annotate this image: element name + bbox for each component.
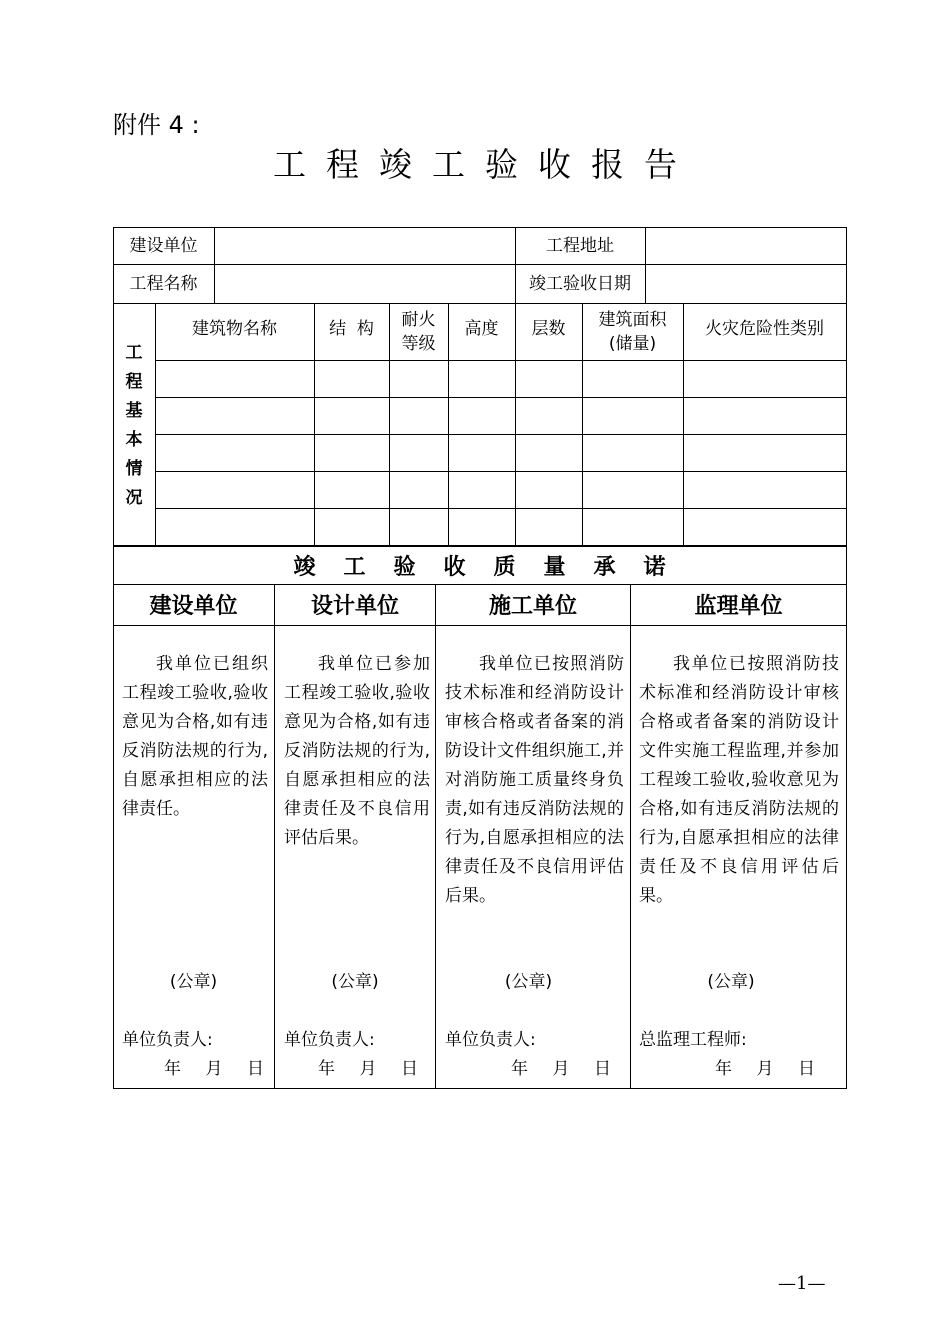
side-char: 况 — [125, 488, 143, 508]
commitment-text-construction: 我单位已组织工程竣工验收,验收意见为合格,如有违反消防法规的行为,自愿承担相应的法律责任。 — [122, 654, 268, 819]
date-month: 月 — [359, 1059, 377, 1079]
date-month: 月 — [552, 1059, 570, 1079]
col-building-area — [582, 303, 683, 360]
commitment-text-supervision: 我单位已按照消防技术标准和经消防设计审核合格或者备案的消防设计文件实施工程监理,并参加工程竣工验收,验收意见为合格,如有违反消防法规的行为,自愿承担相应的法律责任及不良信用评估后果。 — [639, 654, 839, 906]
date-supervision — [715, 1055, 815, 1083]
basic-info-side-label — [113, 306, 155, 546]
acceptance-date-field[interactable] — [646, 264, 846, 303]
commitment-text-builder: 我单位已按照消防技术标准和经消防设计审核合格或者备案的消防设计文件组织施工,并对消防施工质量终身负责,如有违反消防法规的行为,自愿承担相应的法律责任及不良信用评估后果。 — [445, 654, 624, 906]
col-building-name: 建筑物名称 — [192, 319, 277, 339]
official-seal-builder: (公章) — [504, 972, 553, 992]
date-year: 年 — [318, 1059, 335, 1079]
commitment-title: 竣工验收质量承诺 — [293, 554, 694, 580]
col-fire-rating — [389, 303, 448, 360]
construction-unit-field[interactable] — [215, 227, 515, 264]
date-year: 年 — [164, 1059, 181, 1079]
date-builder — [511, 1055, 611, 1083]
project-name-label: 工程名称 — [129, 273, 198, 294]
party-design-unit: 设计单位 — [310, 594, 399, 619]
date-year: 年 — [715, 1059, 732, 1079]
col-fire-hazard-category: 火灾危险性类别 — [705, 319, 824, 339]
col-fire-rating-line1: 耐火 — [401, 309, 436, 330]
party-builder-unit: 施工单位 — [488, 594, 577, 619]
annex-label: 附件 4 : — [113, 111, 200, 139]
signer-label-supervision: 总监理工程师: — [639, 1030, 747, 1050]
party-construction-unit: 建设单位 — [149, 594, 238, 619]
side-char: 工 — [125, 343, 143, 363]
date-day: 日 — [798, 1059, 815, 1079]
signer-label-construction: 单位负责人: — [122, 1030, 213, 1050]
date-month: 月 — [756, 1059, 774, 1079]
official-seal-supervision: (公章) — [707, 972, 755, 992]
party-supervision-unit: 监理单位 — [694, 594, 783, 619]
project-address-field[interactable] — [646, 227, 846, 264]
date-year: 年 — [511, 1059, 528, 1079]
construction-unit-label: 建设单位 — [129, 235, 198, 256]
date-construction — [164, 1055, 264, 1083]
project-address-label: 工程地址 — [546, 235, 614, 256]
signer-label-design: 单位负责人: — [284, 1030, 375, 1050]
side-char: 本 — [125, 430, 143, 450]
col-floors: 层数 — [531, 319, 566, 339]
side-char: 基 — [125, 401, 143, 421]
project-name-field[interactable] — [215, 264, 515, 303]
acceptance-date-label: 竣工验收日期 — [529, 273, 631, 294]
document-title: 工程竣工验收报告 — [273, 145, 697, 184]
col-building-area-line1: 建筑面积 — [598, 309, 667, 330]
col-height: 高度 — [464, 319, 499, 339]
date-month: 月 — [205, 1059, 223, 1079]
side-char: 情 — [125, 459, 143, 479]
date-day: 日 — [247, 1059, 264, 1079]
official-seal-construction: (公章) — [169, 972, 218, 992]
col-building-area-line2: (储量) — [608, 333, 657, 354]
page-number: —1— — [778, 1273, 826, 1294]
official-seal-design: (公章) — [331, 972, 379, 992]
commitment-text-design: 我单位已参加工程竣工验收,验收意见为合格,如有违反消防法规的行为,自愿承担相应的法律责任及不良信用评估后果。 — [284, 654, 430, 848]
date-day: 日 — [594, 1059, 611, 1079]
side-char: 程 — [125, 372, 143, 392]
col-fire-rating-line2: 等级 — [401, 333, 436, 354]
col-structure: 结 构 — [329, 319, 374, 339]
date-day: 日 — [401, 1059, 418, 1079]
date-design — [318, 1055, 418, 1083]
signer-label-builder: 单位负责人: — [445, 1030, 536, 1050]
